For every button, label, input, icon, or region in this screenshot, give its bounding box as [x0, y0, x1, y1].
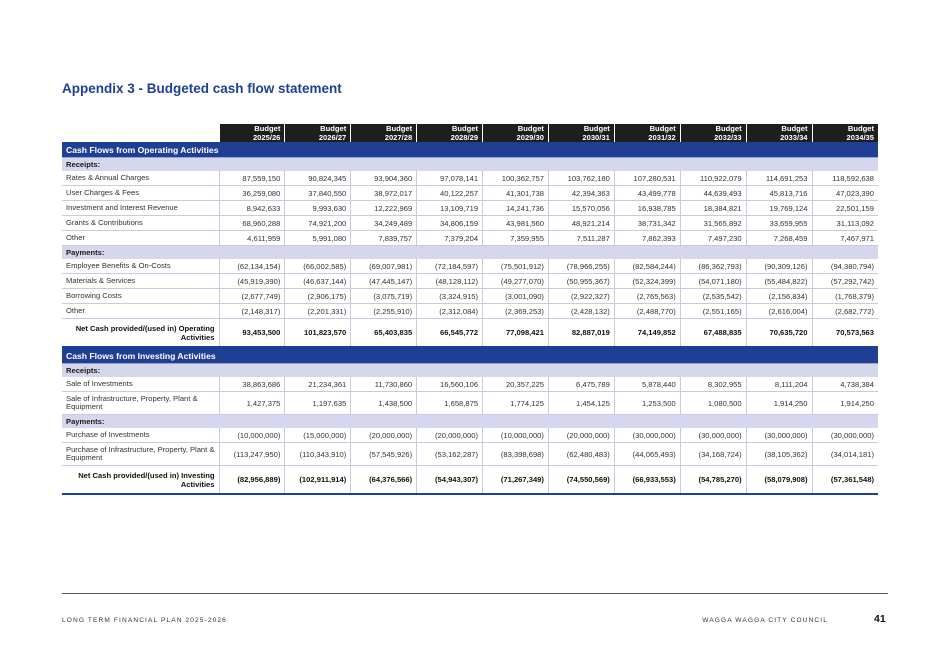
row-value: (2,369,253) [483, 304, 549, 319]
row-label: Net Cash provided/(used in) Investing Activities [62, 466, 219, 495]
row-value: (49,277,070) [483, 274, 549, 289]
row-value: (1,768,379) [812, 289, 878, 304]
row-value: (83,398,698) [483, 443, 549, 466]
row-value: (48,128,112) [417, 274, 483, 289]
row-value: 15,570,056 [548, 201, 614, 216]
row-value: (34,014,181) [812, 443, 878, 466]
row-value: (45,919,390) [219, 274, 285, 289]
row-value: 114,691,253 [746, 171, 812, 186]
row-value: (2,156,834) [746, 289, 812, 304]
row-label: Materials & Services [62, 274, 219, 289]
table-row [62, 428, 878, 443]
row-value: 66,545,772 [417, 319, 483, 348]
row-value: (66,002,585) [285, 259, 351, 274]
row-value: (20,000,000) [417, 428, 483, 443]
row-label: Other [62, 231, 219, 246]
row-value: 87,559,150 [219, 171, 285, 186]
row-label: Net Cash provided/(used in) Operating Activities [62, 319, 219, 348]
row-value: 13,109,719 [417, 201, 483, 216]
row-label: Purchase of Investments [62, 428, 219, 443]
row-value: 31,565,892 [680, 216, 746, 231]
row-value: (102,911,914) [285, 466, 351, 495]
row-label: Grants & Contributions [62, 216, 219, 231]
row-value: 100,362,757 [483, 171, 549, 186]
table-row [62, 319, 878, 348]
row-value: 1,774,125 [483, 392, 549, 415]
row-value: (64,376,566) [351, 466, 417, 495]
row-value: 38,972,017 [351, 186, 417, 201]
row-value: (10,000,000) [483, 428, 549, 443]
row-value: 48,921,214 [548, 216, 614, 231]
row-value: (94,380,794) [812, 259, 878, 274]
row-value: 82,887,019 [548, 319, 614, 348]
operating-section-header [62, 142, 878, 158]
row-value: (55,484,822) [746, 274, 812, 289]
row-value: (57,292,742) [812, 274, 878, 289]
row-value: (78,966,255) [548, 259, 614, 274]
row-value: (3,324,915) [417, 289, 483, 304]
row-value: 77,098,421 [483, 319, 549, 348]
subhead-label: Receipts: [62, 158, 878, 172]
row-value: 67,488,835 [680, 319, 746, 348]
row-value: (2,922,327) [548, 289, 614, 304]
row-value: (62,480,483) [548, 443, 614, 466]
header-2028-29: Budget 2028/29 [417, 124, 483, 142]
row-value: (2,535,542) [680, 289, 746, 304]
row-value: (2,488,770) [614, 304, 680, 319]
row-label: Borrowing Costs [62, 289, 219, 304]
operating-payments-subheader [62, 246, 878, 260]
row-value: (44,065,493) [614, 443, 680, 466]
row-value: (74,550,569) [548, 466, 614, 495]
row-value: (86,362,793) [680, 259, 746, 274]
row-value: (52,324,399) [614, 274, 680, 289]
row-value: 12,222,969 [351, 201, 417, 216]
row-label: Sale of Infrastructure, Property, Plant & Equipment [62, 392, 219, 415]
header-2026-27: Budget 2026/27 [285, 124, 351, 142]
row-value: 42,394,363 [548, 186, 614, 201]
header-2033-34: Budget 2033/34 [746, 124, 812, 142]
page-number: 41 [874, 613, 886, 625]
row-value: 110,922,079 [680, 171, 746, 186]
row-value: 93,453,500 [219, 319, 285, 348]
row-value: (2,551,165) [680, 304, 746, 319]
row-value: (2,682,772) [812, 304, 878, 319]
row-value: (30,000,000) [746, 428, 812, 443]
footer-organisation: WAGGA WAGGA CITY COUNCIL [702, 617, 828, 624]
row-value: 4,738,384 [812, 377, 878, 392]
row-value: 1,658,875 [417, 392, 483, 415]
header-2025-26: Budget 2025/26 [219, 124, 285, 142]
row-value: (50,955,367) [548, 274, 614, 289]
row-value: (10,000,000) [219, 428, 285, 443]
footer-divider [62, 593, 888, 594]
row-value: 68,960,288 [219, 216, 285, 231]
row-value: 43,499,778 [614, 186, 680, 201]
row-value: 118,592,638 [812, 171, 878, 186]
row-value: (57,361,548) [812, 466, 878, 495]
row-value: 22,501,159 [812, 201, 878, 216]
row-value: 1,454,125 [548, 392, 614, 415]
row-value: 7,497,230 [680, 231, 746, 246]
header-2029-30: Budget 2029/30 [483, 124, 549, 142]
section-title: Cash Flows from Operating Activities [62, 142, 878, 158]
row-label: Rates & Annual Charges [62, 171, 219, 186]
page-title: Appendix 3 - Budgeted cash flow statement [62, 81, 342, 96]
row-value: 1,197,635 [285, 392, 351, 415]
row-value: 38,731,342 [614, 216, 680, 231]
row-value: 14,241,736 [483, 201, 549, 216]
row-value: (57,545,926) [351, 443, 417, 466]
table-row [62, 274, 878, 289]
row-value: (72,184,597) [417, 259, 483, 274]
row-value: (2,906,175) [285, 289, 351, 304]
row-value: 107,280,531 [614, 171, 680, 186]
row-value: 97,078,141 [417, 171, 483, 186]
row-value: (62,134,154) [219, 259, 285, 274]
row-value: 8,942,633 [219, 201, 285, 216]
row-value: (54,943,307) [417, 466, 483, 495]
table-row [62, 392, 878, 415]
row-label: Purchase of Infrastructure, Property, Plant & Equipment [62, 443, 219, 466]
subhead-label: Receipts: [62, 364, 878, 378]
row-value: (2,616,004) [746, 304, 812, 319]
row-value: 40,122,257 [417, 186, 483, 201]
row-value: (2,255,910) [351, 304, 417, 319]
row-value: 7,511,287 [548, 231, 614, 246]
row-value: 5,878,440 [614, 377, 680, 392]
row-value: (54,071,180) [680, 274, 746, 289]
row-value: 7,862,393 [614, 231, 680, 246]
section-title: Cash Flows from Investing Activities [62, 347, 878, 364]
row-value: (30,000,000) [680, 428, 746, 443]
row-value: (58,079,908) [746, 466, 812, 495]
table-row [62, 466, 878, 495]
table-row [62, 304, 878, 319]
row-value: 20,357,225 [483, 377, 549, 392]
row-value: (2,428,132) [548, 304, 614, 319]
row-value: (2,765,563) [614, 289, 680, 304]
row-value: 21,234,361 [285, 377, 351, 392]
row-value: 16,938,785 [614, 201, 680, 216]
header-2031-32: Budget 2031/32 [614, 124, 680, 142]
row-value: 8,302,955 [680, 377, 746, 392]
table-header-row [62, 124, 878, 142]
row-value: 38,863,686 [219, 377, 285, 392]
row-value: 31,113,092 [812, 216, 878, 231]
row-value: 5,991,080 [285, 231, 351, 246]
header-2027-28: Budget 2027/28 [351, 124, 417, 142]
row-value: (20,000,000) [351, 428, 417, 443]
header-2034-35: Budget 2034/35 [812, 124, 878, 142]
row-value: (110,343,910) [285, 443, 351, 466]
row-value: 45,813,716 [746, 186, 812, 201]
row-value: (15,000,000) [285, 428, 351, 443]
row-value: 18,384,821 [680, 201, 746, 216]
table-row [62, 216, 878, 231]
row-value: (75,501,912) [483, 259, 549, 274]
header-blank-cell [62, 124, 219, 142]
investing-section-header [62, 347, 878, 364]
header-2030-31: Budget 2030/31 [548, 124, 614, 142]
row-value: 74,149,852 [614, 319, 680, 348]
row-value: 7,467,971 [812, 231, 878, 246]
row-value: 1,427,375 [219, 392, 285, 415]
row-value: 6,475,789 [548, 377, 614, 392]
table-row [62, 259, 878, 274]
row-value: 11,730,860 [351, 377, 417, 392]
row-value: 1,438,500 [351, 392, 417, 415]
row-value: 7,839,757 [351, 231, 417, 246]
row-value: 70,635,720 [746, 319, 812, 348]
table-row [62, 289, 878, 304]
row-value: (82,956,889) [219, 466, 285, 495]
row-value: (30,000,000) [614, 428, 680, 443]
row-value: 1,080,500 [680, 392, 746, 415]
row-value: (2,148,317) [219, 304, 285, 319]
row-value: 44,639,493 [680, 186, 746, 201]
table-row [62, 186, 878, 201]
row-label: Other [62, 304, 219, 319]
row-value: (30,000,000) [812, 428, 878, 443]
row-value: 93,904,360 [351, 171, 417, 186]
row-value: 34,249,489 [351, 216, 417, 231]
row-value: 33,659,955 [746, 216, 812, 231]
row-value: 9,993,630 [285, 201, 351, 216]
row-value: (113,247,950) [219, 443, 285, 466]
row-value: 101,823,570 [285, 319, 351, 348]
table-row [62, 171, 878, 186]
subhead-label: Payments: [62, 246, 878, 260]
row-value: (38,105,362) [746, 443, 812, 466]
investing-payments-subheader [62, 415, 878, 429]
row-value: 7,379,204 [417, 231, 483, 246]
row-value: 43,981,560 [483, 216, 549, 231]
row-value: (54,785,270) [680, 466, 746, 495]
row-value: 1,914,250 [812, 392, 878, 415]
row-value: (2,201,331) [285, 304, 351, 319]
row-value: (66,933,553) [614, 466, 680, 495]
row-label: Investment and Interest Revenue [62, 201, 219, 216]
row-value: 70,573,563 [812, 319, 878, 348]
row-value: 65,403,835 [351, 319, 417, 348]
row-label: Employee Benefits & On-Costs [62, 259, 219, 274]
row-value: 41,301,738 [483, 186, 549, 201]
row-value: 7,268,459 [746, 231, 812, 246]
table-row [62, 377, 878, 392]
row-value: 37,840,550 [285, 186, 351, 201]
row-value: 19,769,124 [746, 201, 812, 216]
row-value: (20,000,000) [548, 428, 614, 443]
row-value: (53,162,287) [417, 443, 483, 466]
row-value: (69,007,981) [351, 259, 417, 274]
row-value: 103,762,180 [548, 171, 614, 186]
row-value: (82,584,244) [614, 259, 680, 274]
row-value: 4,611,959 [219, 231, 285, 246]
table-row [62, 201, 878, 216]
cash-flow-table [62, 124, 878, 495]
row-value: 1,253,500 [614, 392, 680, 415]
row-value: (46,637,144) [285, 274, 351, 289]
row-value: 16,560,106 [417, 377, 483, 392]
row-value: 34,806,159 [417, 216, 483, 231]
table-row [62, 443, 878, 466]
table-row [62, 231, 878, 246]
investing-receipts-subheader [62, 364, 878, 378]
footer-document-title: LONG TERM FINANCIAL PLAN 2025-2026 [62, 617, 227, 624]
row-value: 74,921,200 [285, 216, 351, 231]
header-2032-33: Budget 2032/33 [680, 124, 746, 142]
row-value: (3,001,090) [483, 289, 549, 304]
operating-receipts-subheader [62, 158, 878, 172]
row-label: User Charges & Fees [62, 186, 219, 201]
row-value: 7,359,955 [483, 231, 549, 246]
row-value: (71,267,349) [483, 466, 549, 495]
row-value: (47,445,147) [351, 274, 417, 289]
subhead-label: Payments: [62, 415, 878, 429]
row-value: 8,111,204 [746, 377, 812, 392]
row-label: Sale of Investments [62, 377, 219, 392]
row-value: 47,023,390 [812, 186, 878, 201]
row-value: (34,168,724) [680, 443, 746, 466]
row-value: 90,824,345 [285, 171, 351, 186]
row-value: 36,259,080 [219, 186, 285, 201]
row-value: (2,677,749) [219, 289, 285, 304]
row-value: 1,914,250 [746, 392, 812, 415]
row-value: (90,309,126) [746, 259, 812, 274]
row-value: (2,312,084) [417, 304, 483, 319]
row-value: (3,075,719) [351, 289, 417, 304]
